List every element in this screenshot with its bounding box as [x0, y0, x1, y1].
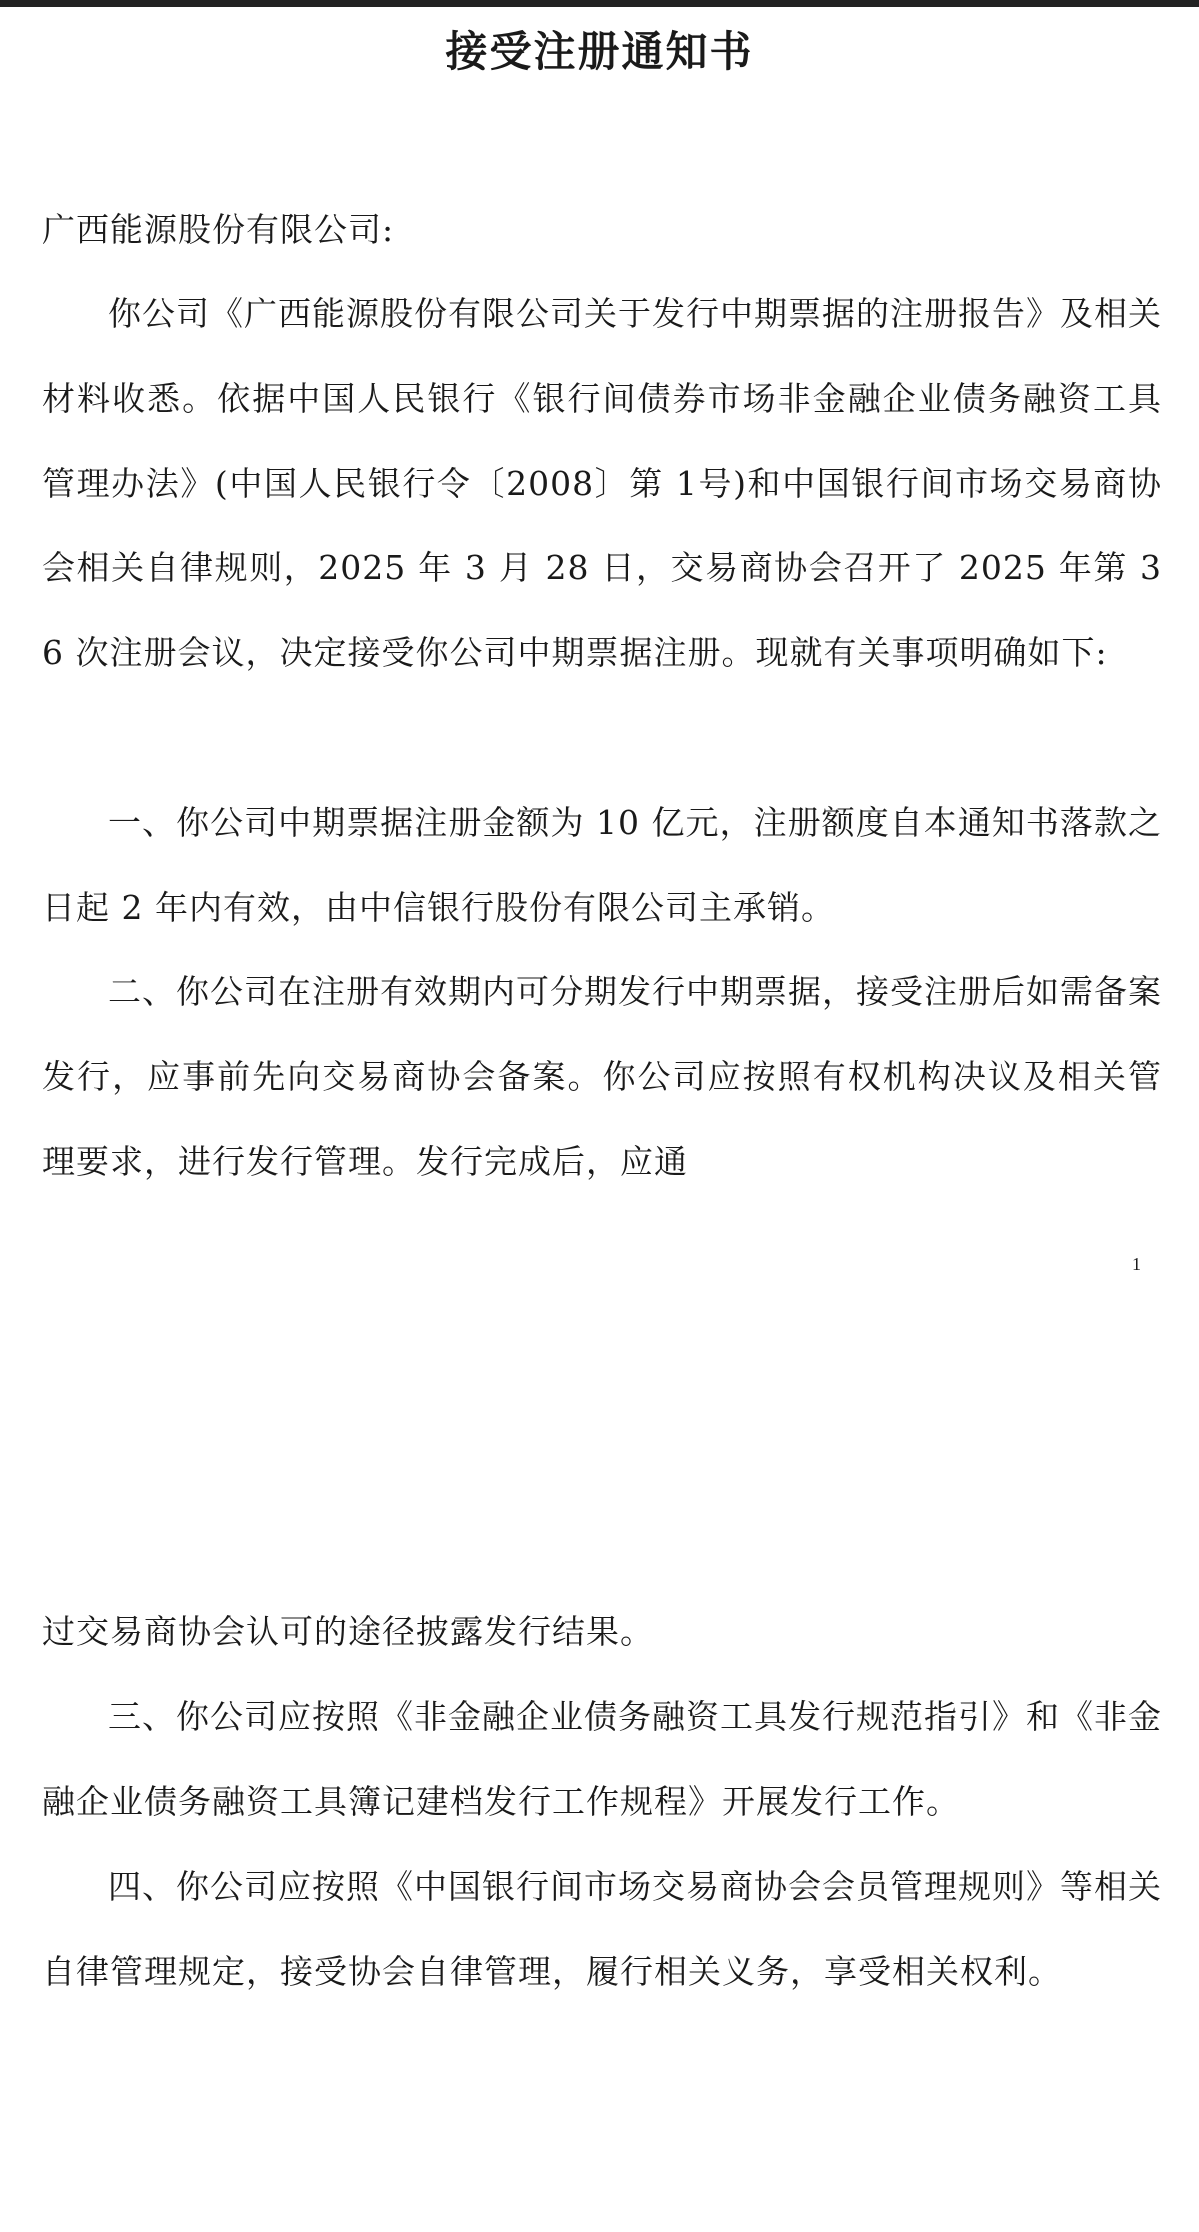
document-title: 接受注册通知书 [445, 27, 754, 76]
paragraph-item-2-continued: 过交易商协会认可的途径披露发行结果。 [42, 1612, 654, 1651]
paragraph-item-3: 三、你公司应按照《非金融企业债务融资工具发行规范指引》和《非金融企业债务融资工具簿记建档发行工作规程》开展发行工作。 [42, 1697, 1162, 1821]
top-border [0, 0, 1199, 7]
paragraph-item-1: 一、你公司中期票据注册金额为 10 亿元，注册额度自本通知书落款之日起 2 年内有效，由中信银行股份有限公司主承销。 [42, 803, 1162, 927]
paragraph-item-2: 二、你公司在注册有效期内可分期发行中期票据，接受注册后如需备案发行，应事前先向交易商协会备案。你公司应按照有权机构决议及相关管理要求，进行发行管理。发行完成后，应通 [42, 972, 1162, 1181]
paragraph-intro: 你公司《广西能源股份有限公司关于发行中期票据的注册报告》及相关材料收悉。依据中国人民银行《银行间债券市场非金融企业债务融资工具管理办法》(中国人民银行令〔2008〕第 1号)和中国银行间市场交易商协会相关自律规则，2025 年 3 月 28 日，交易商协会召开了 2025 年第 36 次注册会议，决定接受你公司中期票据注册。现就有关事项明确如下: [42, 294, 1162, 673]
addressee: 广西能源股份有限公司: [42, 210, 395, 249]
paragraph-item-4: 四、你公司应按照《中国银行间市场交易商协会会员管理规则》等相关自律管理规定，接受协会自律管理，履行相关义务，享受相关权利。 [42, 1867, 1162, 1991]
page-number: 1 [1132, 1254, 1141, 1274]
